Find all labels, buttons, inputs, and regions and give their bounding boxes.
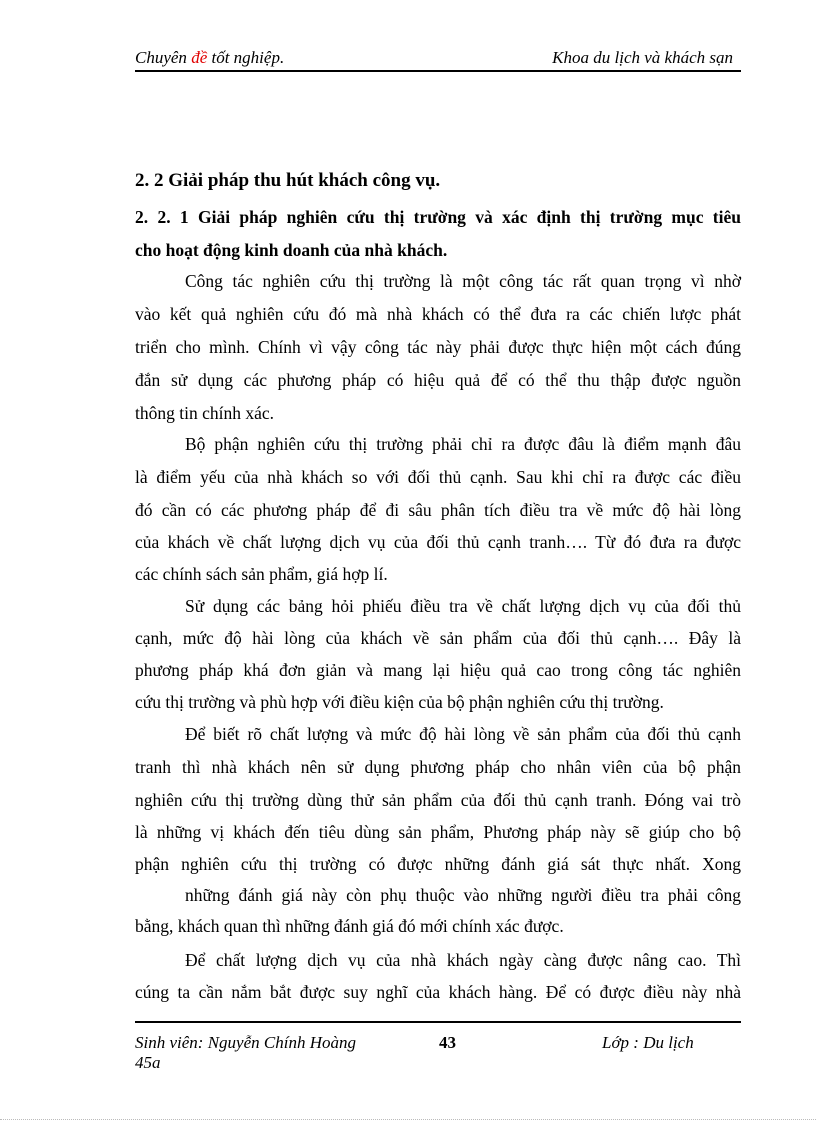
body-line: tranh thì nhà khách nên sử dụng phương pháp cho nhân viên của bộ phận bbox=[135, 757, 741, 777]
body-line: cạnh, mức độ hài lòng của khách về sản phẩm của đối thủ cạnh…. Đây là bbox=[135, 628, 741, 648]
header-left-before: Chuyên bbox=[135, 48, 192, 67]
body-line: bằng, khách quan thì những đánh giá đó mới chính xác được. bbox=[135, 916, 564, 936]
page-number: 43 bbox=[439, 1033, 456, 1052]
footer-class: Lớp : Du lịch bbox=[602, 1033, 694, 1052]
header-left-after: tốt nghiệp. bbox=[207, 48, 285, 67]
body-line: là điểm yếu của nhà khách so với đối thủ cạnh. Sau khi chỉ ra được các điều bbox=[135, 467, 741, 487]
header-right: Khoa du lịch và khách sạn bbox=[552, 48, 733, 67]
subsection-heading-line-1: 2. 2. 1 Giải pháp nghiên cứu thị trường và xác định thị trường mục tiêu bbox=[135, 207, 741, 227]
page-header bbox=[135, 48, 741, 72]
footer-student bbox=[135, 1033, 356, 1073]
body-line: nghiên cứu thị trường dùng thử sản phẩm của đối thủ cạnh tranh. Đóng vai trò bbox=[135, 790, 741, 810]
header-left-red: đề bbox=[191, 48, 208, 67]
body-line: cứu thị trường và phù hợp với điều kiện của bộ phận nghiên cứu thị trường. bbox=[135, 692, 664, 712]
body-line: Để biết rõ chất lượng và mức độ hài lòng về sản phẩm của đối thủ cạnh bbox=[185, 724, 741, 744]
body-line: các chính sách sản phẩm, giá hợp lí. bbox=[135, 564, 388, 584]
body-line: vào kết quả nghiên cứu đó mà nhà khách có thể đưa ra các chiến lược phát bbox=[135, 304, 741, 324]
body-line: cúng ta cần nắm bắt được suy nghĩ của khách hàng. Để có được điều này nhà bbox=[135, 982, 741, 1002]
body-line: Bộ phận nghiên cứu thị trường phải chỉ ra được đâu là điểm mạnh đâu bbox=[185, 434, 741, 454]
page-bottom-divider bbox=[0, 1119, 816, 1120]
body-line: phận nghiên cứu thị trường có được những đánh giá sát thực nhất. Xong bbox=[135, 854, 741, 874]
body-line: những đánh giá này còn phụ thuộc vào những người điều tra phải công bbox=[185, 885, 741, 905]
footer-student-line-1: Sinh viên: Nguyễn Chính Hoàng bbox=[135, 1033, 356, 1052]
body-line: đó cần có các phương pháp để đi sâu phân tích điều tra về mức độ hài lòng bbox=[135, 500, 741, 520]
body-line: của khách về chất lượng dịch vụ của đối thủ cạnh tranh…. Từ đó đưa ra được bbox=[135, 532, 741, 552]
header-rule bbox=[135, 70, 741, 72]
body-line: là những vị khách đến tiêu dùng sản phẩm, Phương pháp này sẽ giúp cho bộ bbox=[135, 822, 741, 842]
body-line: Để chất lượng dịch vụ của nhà khách ngày càng được nâng cao. Thì bbox=[185, 950, 741, 970]
subsection-heading-line-2: cho hoạt động kinh doanh của nhà khách. bbox=[135, 240, 448, 260]
section-heading: 2. 2 Giải pháp thu hút khách công vụ. bbox=[135, 170, 441, 191]
body-line: phương pháp khá đơn giản và mang lại hiệu quả cao trong công tác nghiên bbox=[135, 660, 741, 680]
header-left bbox=[135, 48, 284, 68]
footer-rule bbox=[135, 1021, 741, 1023]
body-line: đắn sử dụng các phương pháp có hiệu quả để có thể thu thập được nguồn bbox=[135, 370, 741, 390]
footer-student-line-2: 45a bbox=[135, 1053, 161, 1072]
body-line: triển cho mình. Chính vì vậy công tác này phải được thực hiện một cách đúng bbox=[135, 337, 741, 357]
body-line: Sử dụng các bảng hỏi phiếu điều tra về chất lượng dịch vụ của đối thủ bbox=[185, 596, 741, 616]
body-line: thông tin chính xác. bbox=[135, 403, 275, 423]
body-line: Công tác nghiên cứu thị trường là một công tác rất quan trọng vì nhờ bbox=[185, 271, 741, 291]
